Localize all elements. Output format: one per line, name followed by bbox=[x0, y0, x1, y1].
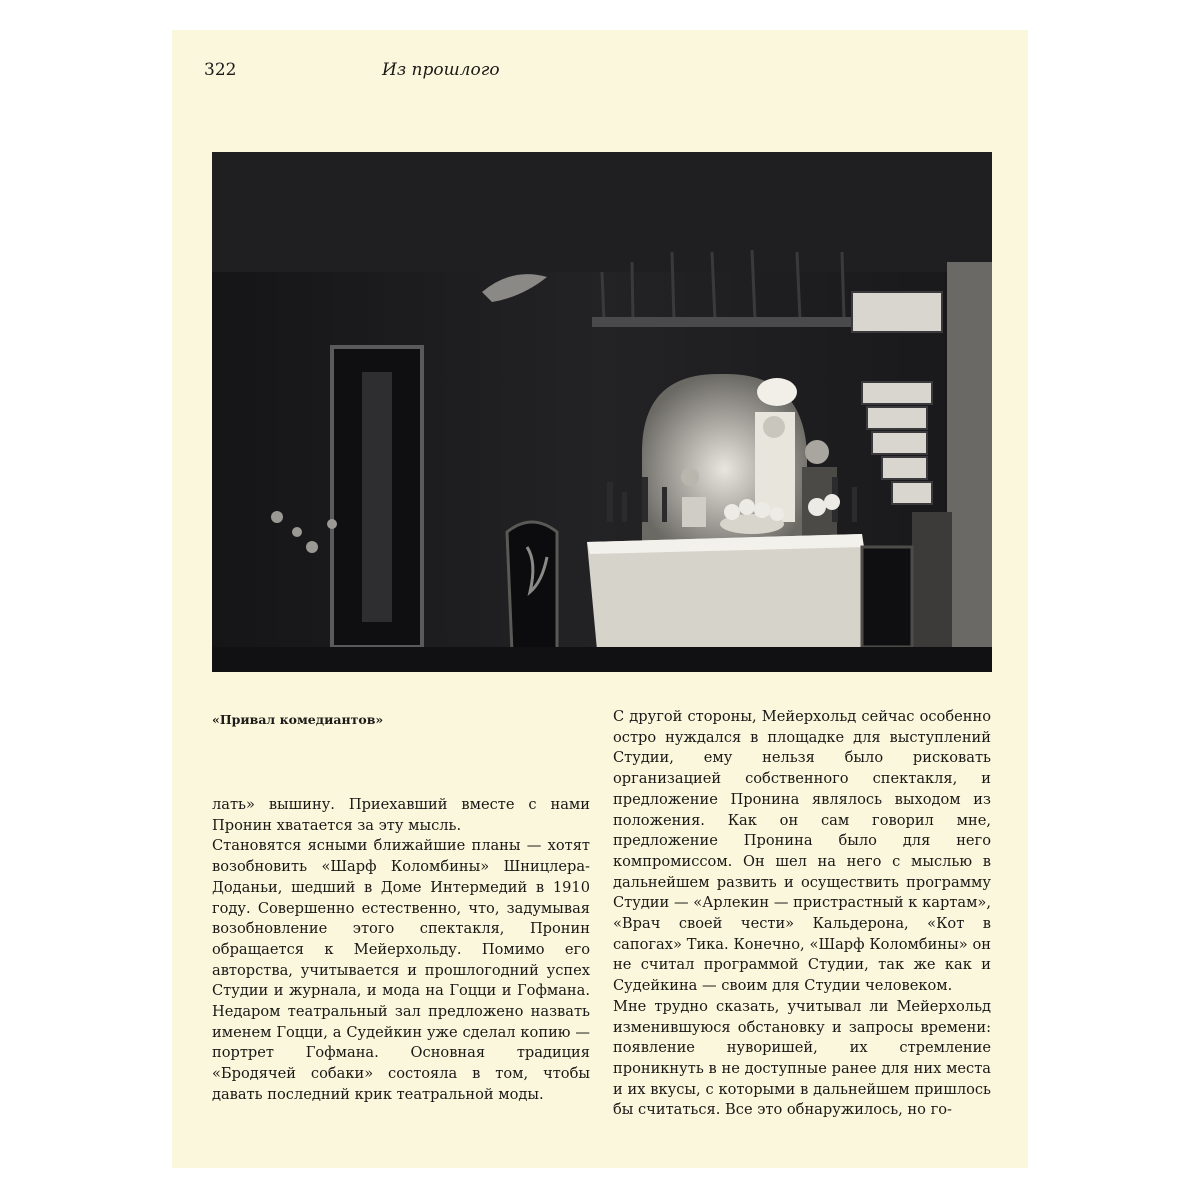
cabaret-photograph bbox=[212, 152, 992, 672]
paragraph: Мне трудно сказать, учитывал ли Мейерхольд изменившуюся обстановку и запросы времени: появление нуворишей, их стремление проникнуть в не доступные ранее для них места и их вкусы, с которыми в дальнейшем пришлось бы считаться. Все это обнаружилось, но го- bbox=[613, 997, 991, 1119]
right-text-column bbox=[613, 707, 991, 1121]
paragraph: Становятся ясными ближайшие планы — хотят возобновить «Шарф Коломбины» Шницлера-Доданьи, шедший в Доме Интермедий в 1910 году. Совершенно естественно, что, задумывая возобновление этого спектакля, Пронин обращается к Мейерхольду. Помимо его авторства, учитывается и прошлогодний успех Студии и журнала, и мода на Гоцци и Гофмана. Недаром театральный зал предложено назвать именем Гоцци, а Судейкин уже сделал копию — портрет Гофмана. Основная традиция «Бродячей собаки» состояла в том, чтобы давать последний крик театральной моды. bbox=[212, 837, 590, 1103]
paragraph: С другой стороны, Мейерхольд сейчас особенно остро нуждался в площадке для выступлений Студии, ему нельзя было рисковать организацией собственного спектакля, и предложение Пронина являлось выходом из положения. Как он сам говорил мне, предложение Пронина было для него компромиссом. Он шел на него с мыслью в дальнейшем развить и осуществить программу Студии — «Арлекин — пристрастный к картам», «Врач своей чести» Кальдерона, «Кот в сапогах» Тика. Конечно, «Шарф Коломбины» он не считал программой Студии, так же как и Судейкина — своим для Студии человеком. bbox=[613, 708, 991, 995]
page-number: 322 bbox=[204, 60, 237, 80]
running-title: Из прошлого bbox=[382, 60, 500, 80]
book-page bbox=[172, 30, 1028, 1168]
figure-caption: «Привал комедиантов» bbox=[212, 712, 384, 727]
left-text-column bbox=[212, 795, 590, 1106]
paragraph: лать» вышину. Приехавший вместе с нами Пронин хватается за эту мысль. bbox=[212, 796, 590, 834]
